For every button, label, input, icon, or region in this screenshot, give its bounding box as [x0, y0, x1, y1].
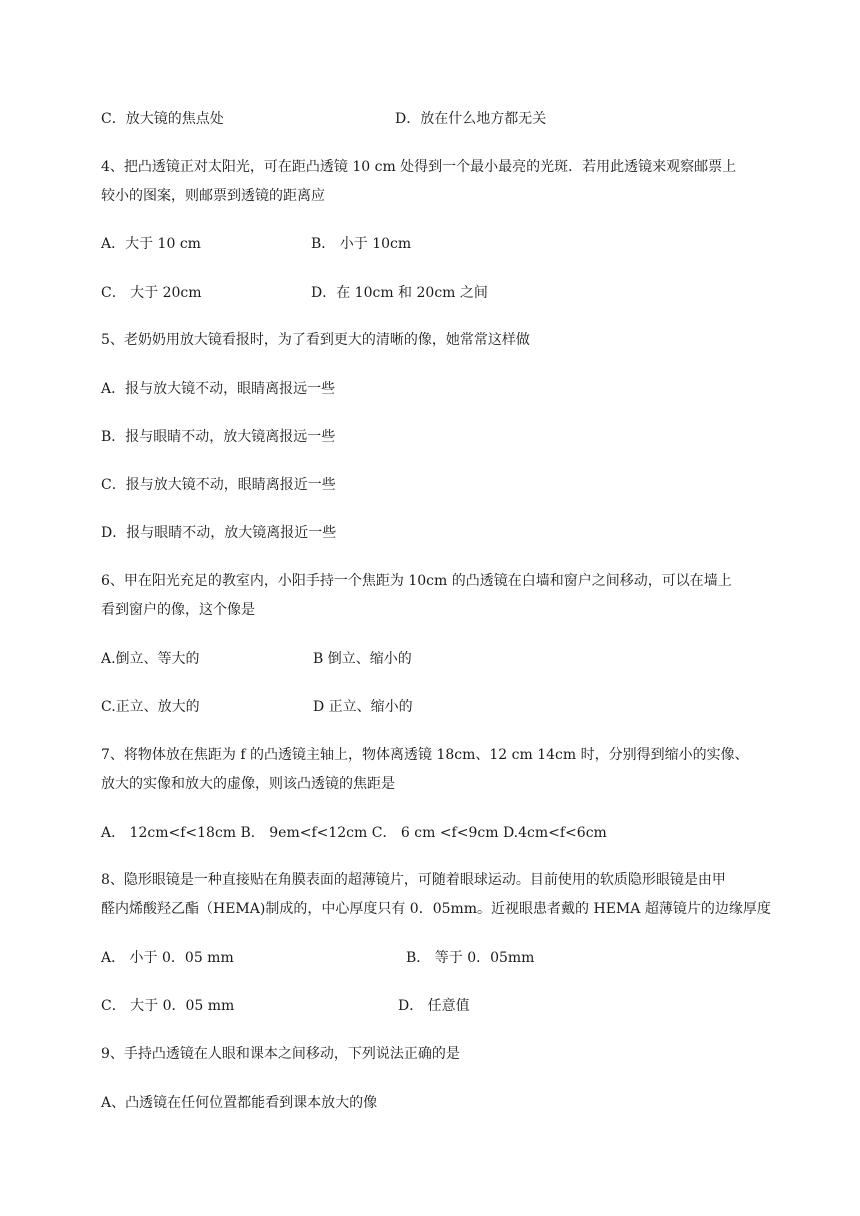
q9-option-a: A、凸透镜在任何位置都能看到课本放大的像 — [101, 1095, 378, 1111]
q5-stem: 5、老奶奶用放大镜看报时，为了看到更大的清晰的像，她常常这样做 — [101, 332, 530, 348]
q8-stem-line-2: 醛内烯酸羟乙酯（HEMA)制成的，中心厚度只有 0．05mm。近视眼患者戴的 HEMA 超薄镜片的边缘厚度 — [101, 901, 771, 917]
q4-option-d: D．在 10cm 和 20cm 之间 — [311, 285, 488, 301]
q7-stem-line-2: 放大的实像和放大的虚像，则该凸透镜的焦距是 — [101, 776, 395, 792]
q5-option-c: C．报与放大镜不动，眼睛离报近一些 — [101, 477, 336, 493]
q6-option-a: A.倒立、等大的 — [101, 651, 200, 667]
q4-option-c: C． 大于 20cm — [101, 285, 202, 301]
q7-options: A． 12cm<f<18cm B． 9em<f<12cm C． 6 cm <f<9cm D.4cm<f<6cm — [101, 825, 607, 841]
q3-option-c: C．放大镜的焦点处 — [101, 111, 224, 127]
q9-stem: 9、手持凸透镜在人眼和课本之间移动，下列说法正确的是 — [101, 1046, 460, 1062]
q4-option-a: A．大于 10 cm — [101, 236, 201, 252]
q6-option-c: C.正立、放大的 — [101, 699, 200, 715]
q8-option-c: C． 大于 0．05 mm — [101, 998, 235, 1014]
q4-option-b: B． 小于 10cm — [311, 236, 412, 252]
q4-stem-line-1: 4、把凸透镜正对太阳光，可在距凸透镜 10 cm 处得到一个最小最亮的光斑．若用此透镜来观察邮票上 — [101, 159, 737, 175]
q8-stem-line-1: 8、隐形眼镜是一种直接贴在角膜表面的超薄镜片，可随着眼球运动。目前使用的软质隐形眼镜是由甲 — [101, 872, 726, 888]
q5-option-b: B．报与眼睛不动，放大镜离报远一些 — [101, 429, 336, 445]
q6-option-d: D 正立、缩小的 — [313, 699, 413, 715]
q6-option-b: B 倒立、缩小的 — [313, 651, 412, 667]
q5-option-d: D．报与眼睛不动，放大镜离报近一些 — [101, 525, 337, 541]
q7-stem-line-1: 7、将物体放在焦距为 f 的凸透镜主轴上，物体离透镜 18cm、12 cm 14cm 时，分别得到缩小的实像、 — [101, 747, 749, 763]
q3-option-d: D．放在什么地方都无关 — [395, 111, 547, 127]
q6-stem-line-1: 6、甲在阳光充足的教室内，小阳手持一个焦距为 10cm 的凸透镜在白墙和窗户之间移动，可以在墙上 — [101, 573, 732, 589]
q4-stem-line-2: 较小的图案，则邮票到透镜的距离应 — [101, 188, 325, 204]
q8-option-b: B． 等于 0．05mm — [406, 950, 535, 966]
q8-option-d: D． 任意值 — [398, 998, 470, 1014]
q6-stem-line-2: 看到窗户的像，这个像是 — [101, 602, 255, 618]
q8-option-a: A． 小于 0．05 mm — [101, 950, 234, 966]
q5-option-a: A．报与放大镜不动，眼睛离报远一些 — [101, 381, 336, 397]
